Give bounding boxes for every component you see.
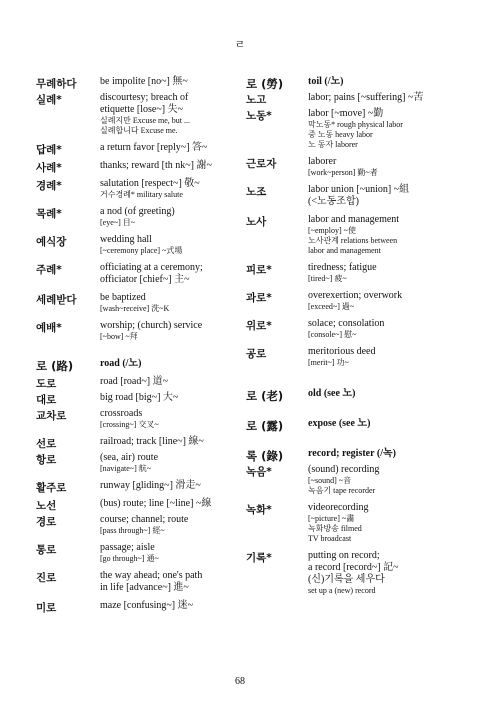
definition-line: old (see 노) xyxy=(308,388,356,399)
definition-line: [go through~] 通~ xyxy=(100,554,159,563)
entry-definition xyxy=(100,392,236,404)
definition-line: [~sound] ~音 xyxy=(308,476,352,485)
entry-headword: 선로 xyxy=(36,438,57,450)
definition-line: 막노동* rough physical labor xyxy=(308,120,403,129)
definition-line: 녹음기 tape recorder xyxy=(308,486,376,495)
entry-definition xyxy=(100,436,236,448)
section-heading xyxy=(36,358,236,373)
definition-line: toil (/노) xyxy=(308,76,344,87)
entry-definition xyxy=(308,388,458,400)
dictionary-entry xyxy=(246,262,458,284)
definition-line: road (/노) xyxy=(100,358,142,369)
definition-line: 실례지만 Excuse me, but ... xyxy=(100,116,191,125)
entry-definition xyxy=(100,206,236,228)
entry-headword: 근로자 xyxy=(246,158,277,170)
definition-line: labor; pains [~suffering] ~苦 xyxy=(308,92,424,103)
entry-headword: 경례* xyxy=(36,180,62,192)
definition-line: crossroads xyxy=(100,408,143,419)
entry-definition xyxy=(308,418,458,430)
entry-headword: 세례받다 xyxy=(36,294,77,306)
section-heading xyxy=(246,418,458,433)
definition-line: expose (see 노) xyxy=(308,418,371,429)
entry-definition xyxy=(100,292,236,314)
entry-definition xyxy=(100,142,236,154)
definition-line: [tired~] 疲~ xyxy=(308,274,347,283)
dictionary-entry xyxy=(36,320,236,342)
dictionary-entry xyxy=(36,392,236,404)
definition-line: [crossing~] 交叉~ xyxy=(100,420,159,429)
definition-line: thanks; reward [th nk~] 謝~ xyxy=(100,160,212,171)
definition-line: laborer xyxy=(308,156,337,167)
page-number: 68 xyxy=(235,676,245,687)
entry-definition xyxy=(100,376,236,388)
entry-headword: 노사 xyxy=(246,216,267,228)
section-heading xyxy=(246,448,458,463)
page-header: ㄹ xyxy=(234,39,246,51)
entry-definition xyxy=(100,452,236,474)
definition-line: solace; consolation xyxy=(308,318,385,329)
entry-headword: 진로 xyxy=(36,572,57,584)
entry-definition xyxy=(308,346,458,368)
entry-headword: 노고 xyxy=(246,94,267,106)
definition-line: [exceed~] 過~ xyxy=(308,302,355,311)
definition-line: [~bow] ~拜 xyxy=(100,332,138,341)
entry-headword: 교차로 xyxy=(36,410,67,422)
dictionary-entry xyxy=(36,142,236,154)
entry-headword: 기록* xyxy=(246,552,272,564)
entry-headword: 예배* xyxy=(36,322,62,334)
dictionary-entry xyxy=(246,184,458,208)
dictionary-entry xyxy=(36,206,236,228)
definition-line: salutation [respect~] 敬~ xyxy=(100,178,200,189)
definition-line: [console~] 慰~ xyxy=(308,330,357,339)
definition-line: labor [~move] ~勤 xyxy=(308,108,384,119)
definition-line: discourtesy; breach of xyxy=(100,92,189,103)
entry-headword: 활주로 xyxy=(36,482,67,494)
definition-line: maze [confusing~] 迷~ xyxy=(100,600,194,611)
entry-definition xyxy=(308,184,458,208)
definition-line: (sound) recording xyxy=(308,464,380,475)
definition-line: TV broadcast xyxy=(308,534,352,543)
dictionary-entry xyxy=(246,214,458,256)
definition-line: [navigate~] 航~ xyxy=(100,464,152,473)
definition-line: be baptized xyxy=(100,292,146,303)
definition-line: in life [advance~] 進~ xyxy=(100,582,189,593)
entry-definition xyxy=(100,262,236,286)
entry-headword: 록 (錄) xyxy=(246,449,284,463)
dictionary-entry xyxy=(246,92,458,104)
definition-line: (sea, air) route xyxy=(100,452,159,463)
entry-headword: 답례* xyxy=(36,144,62,156)
entry-headword: 공로 xyxy=(246,348,267,360)
entry-definition xyxy=(100,570,236,594)
entry-definition xyxy=(308,464,458,496)
entry-definition xyxy=(308,156,458,178)
definition-line: the way ahead; one's path xyxy=(100,570,203,581)
dictionary-entry xyxy=(36,542,236,564)
entry-definition xyxy=(308,290,458,312)
definition-line: wedding hall xyxy=(100,234,152,245)
definition-line: a nod (of greeting) xyxy=(100,206,175,217)
definition-line: [~picture] ~畵 xyxy=(308,514,355,523)
dictionary-entry xyxy=(36,76,236,88)
definition-line: a return favor [reply~] 答~ xyxy=(100,142,208,153)
entry-headword: 로 (露) xyxy=(246,419,284,433)
dictionary-entry xyxy=(36,262,236,286)
left-column xyxy=(36,76,236,612)
dictionary-entry xyxy=(246,502,458,544)
definition-line: 거수경례* military salute xyxy=(100,190,183,199)
definition-line: road [road~] 道~ xyxy=(100,376,169,387)
entry-definition xyxy=(308,448,458,460)
entry-definition xyxy=(308,550,458,596)
definition-line: officiating at a ceremony; xyxy=(100,262,203,273)
definition-line: labor and management xyxy=(308,214,400,225)
dictionary-entry xyxy=(36,178,236,200)
dictionary-entry xyxy=(246,464,458,496)
definition-line: [pass through~] 經~ xyxy=(100,526,165,535)
entry-headword: 경로 xyxy=(36,516,57,528)
entry-headword: 미로 xyxy=(36,602,57,614)
definition-line: big road [big~] 大~ xyxy=(100,392,179,403)
entry-definition xyxy=(100,514,236,536)
entry-definition xyxy=(100,92,236,136)
entry-headword: 로 (勞) xyxy=(246,77,284,91)
definition-line: putting on record; xyxy=(308,550,380,561)
definition-line: etiquette [lose~] 失~ xyxy=(100,104,184,115)
entry-definition xyxy=(100,480,236,492)
definition-line: [eye~] 目~ xyxy=(100,218,136,227)
dictionary-entry xyxy=(246,108,458,150)
definition-line: [work~person] 勤~者 xyxy=(308,168,378,177)
entry-headword: 도로 xyxy=(36,378,57,390)
entry-headword: 노조 xyxy=(246,186,267,198)
definition-line: 노사관계 relations between xyxy=(308,236,398,245)
entry-definition xyxy=(100,542,236,564)
definition-line: passage; aisle xyxy=(100,542,155,553)
dictionary-entry xyxy=(36,292,236,314)
definition-line: 실례합니다 Excuse me. xyxy=(100,126,178,135)
definition-line: [merit~] 功~ xyxy=(308,358,349,367)
entry-headword: 주례* xyxy=(36,264,62,276)
definition-line: set up a (new) record xyxy=(308,586,376,595)
entry-definition xyxy=(308,76,458,88)
entry-definition xyxy=(100,320,236,342)
dictionary-entry xyxy=(36,436,236,448)
entry-definition xyxy=(100,498,236,510)
entry-headword: 노선 xyxy=(36,500,57,512)
definition-line: 노 동자 laborer xyxy=(308,140,358,149)
right-column xyxy=(246,76,458,596)
entry-headword: 녹화* xyxy=(246,504,272,516)
entry-headword: 노동* xyxy=(246,110,272,122)
definition-line: meritorious deed xyxy=(308,346,376,357)
entry-headword: 과로* xyxy=(246,292,272,304)
entry-definition xyxy=(100,76,236,88)
definition-line: 녹화방송 filmed xyxy=(308,524,362,533)
entry-headword: 통로 xyxy=(36,544,57,556)
entry-definition xyxy=(100,408,236,430)
dictionary-entry xyxy=(36,480,236,492)
definition-line: railroad; track [line~] 線~ xyxy=(100,436,204,447)
entry-definition xyxy=(308,214,458,256)
dictionary-entry xyxy=(36,160,236,172)
dictionary-entry xyxy=(36,452,236,474)
dictionary-entry xyxy=(36,234,236,256)
entry-headword: 로 (老) xyxy=(246,389,284,403)
dictionary-entry xyxy=(246,290,458,312)
definition-line: be impolite [no~] 無~ xyxy=(100,76,188,87)
entry-definition xyxy=(308,262,458,284)
entry-definition xyxy=(100,178,236,200)
definition-line: tiredness; fatigue xyxy=(308,262,377,273)
definition-line: runway [gliding~] 滑走~ xyxy=(100,480,201,491)
entry-headword: 목례* xyxy=(36,208,62,220)
dictionary-entry xyxy=(36,570,236,594)
entry-definition xyxy=(308,92,458,104)
definition-line: 중 노동 heavy labor xyxy=(308,130,373,139)
dictionary-entry xyxy=(36,514,236,536)
definition-line: [~employ] ~使 xyxy=(308,226,356,235)
dictionary-entry xyxy=(36,600,236,612)
entry-headword: 사례* xyxy=(36,162,62,174)
dictionary-entry xyxy=(36,408,236,430)
entry-headword: 피로* xyxy=(246,264,272,276)
definition-line: officiator [chief~] 主~ xyxy=(100,274,190,285)
definition-line: (bus) route; line [~line] ~線 xyxy=(100,498,212,509)
entry-headword: 예식장 xyxy=(36,236,67,248)
section-heading xyxy=(246,76,458,91)
entry-definition xyxy=(100,600,236,612)
entry-headword: 로 (路) xyxy=(36,359,74,373)
definition-line: a record [record~] 記~ xyxy=(308,562,399,573)
entry-headword: 위로* xyxy=(246,320,272,332)
definition-line: worship; (church) service xyxy=(100,320,203,331)
definition-line: course; channel; route xyxy=(100,514,189,525)
entry-definition xyxy=(308,502,458,544)
entry-definition xyxy=(100,234,236,256)
section-heading xyxy=(246,388,458,403)
entry-headword: 실례* xyxy=(36,94,62,106)
definition-line: (<노동조합) xyxy=(308,196,359,207)
entry-headword: 대로 xyxy=(36,394,57,406)
dictionary-entry xyxy=(246,346,458,368)
definition-line: labor and management xyxy=(308,246,381,255)
entry-headword: 녹음* xyxy=(246,466,272,478)
entry-definition xyxy=(100,160,236,172)
entry-definition xyxy=(308,108,458,150)
entry-definition xyxy=(308,318,458,340)
definition-line: videorecording xyxy=(308,502,369,513)
entry-headword: 항로 xyxy=(36,454,57,466)
definition-line: [wash~receive] 洗~K xyxy=(100,304,170,313)
dictionary-entry xyxy=(36,376,236,388)
entry-headword: 무례하다 xyxy=(36,78,77,90)
dictionary-entry xyxy=(246,156,458,178)
definition-line: (신)기록을 세우다 xyxy=(308,574,385,585)
dictionary-entry xyxy=(246,318,458,340)
definition-line: record; register (/녹) xyxy=(308,448,396,459)
definition-line: overexertion; overwork xyxy=(308,290,403,301)
definition-line: labor union [~union] ~組 xyxy=(308,184,410,195)
dictionary-entry xyxy=(36,92,236,136)
dictionary-entry xyxy=(36,498,236,510)
dictionary-entry xyxy=(246,550,458,596)
definition-line: [~ceremony place] ~式場 xyxy=(100,246,183,255)
entry-definition xyxy=(100,358,236,370)
